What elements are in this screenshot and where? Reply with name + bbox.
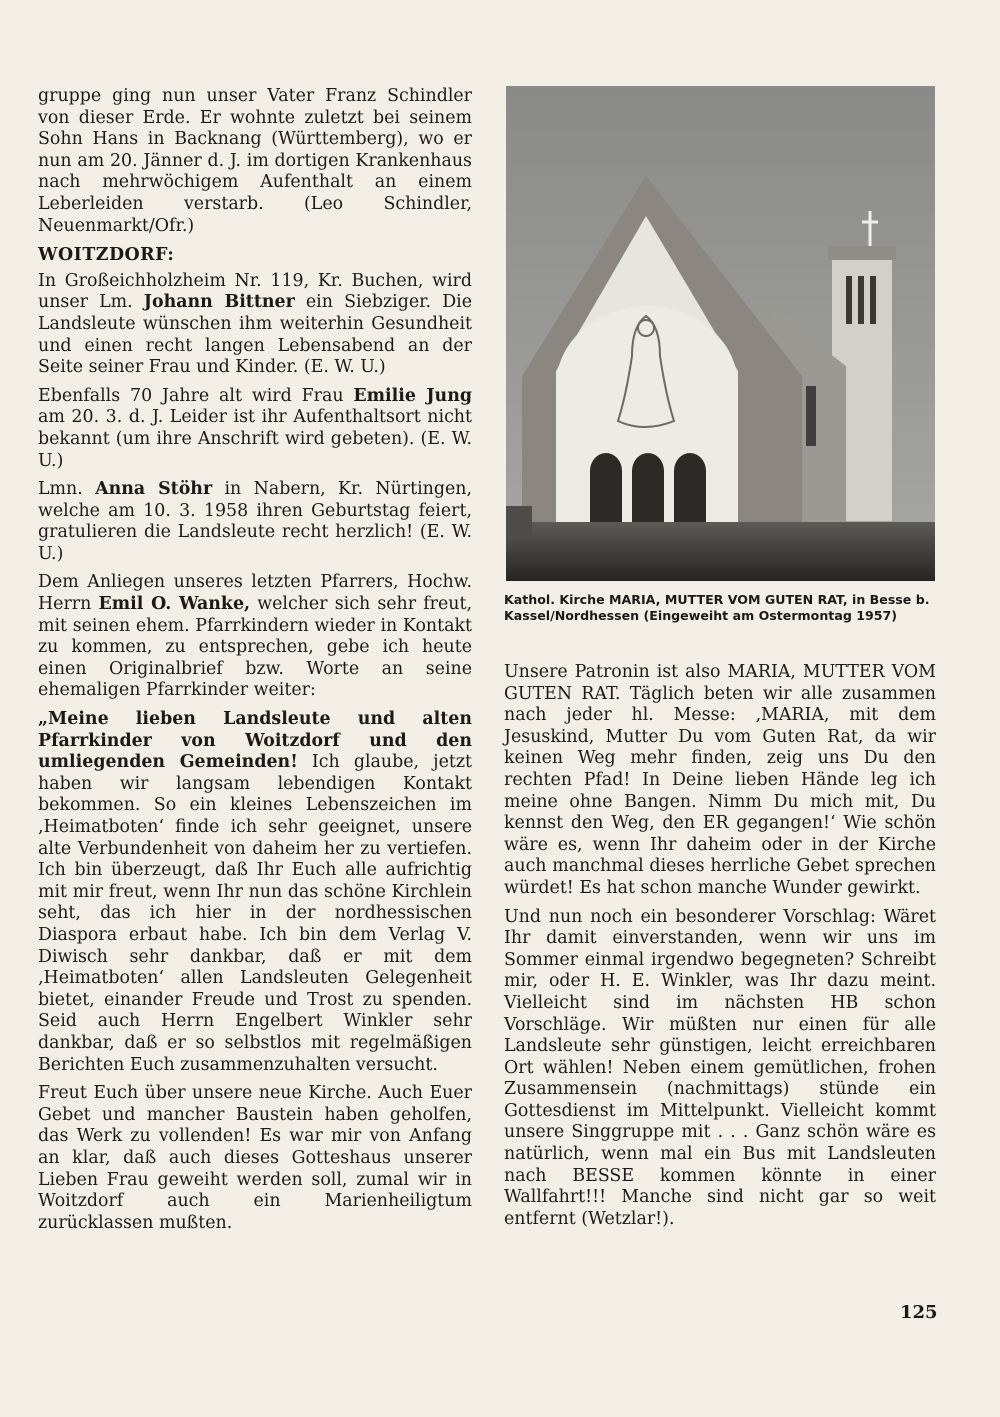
paragraph-wanke-intro: Dem Anliegen unseres letzten Pfarrers, Hochw. Herrn Emil O. Wanke, welcher sich sehr freut, mit seinen ehem. Pfarrkindern wieder in Kontakt zu kommen, zu entsprechen, gebe ich heute einen Originalbrief bzw. Worte an seine ehemaligen Pfarrkinder weiter:: [38, 572, 473, 701]
name-bittner: Johann Bittner: [143, 292, 295, 313]
left-column: [38, 86, 472, 1241]
paragraph-jung: Ebenfalls 70 Jahre alt wird Frau Emilie Jung am 20. 3. d. J. Leider ist ihr Aufenthaltsort nicht bekannt (um ihre Anschrift wird gebeten). (E. W. U.): [38, 385, 472, 471]
paragraph-stoehr: Lmn. Anna Stöhr in Nabern, Kr. Nürtingen, welche am 10. 3. 1958 ihren Geburtstag feiert, gratulieren die Landsleute recht herzlich! (E. W. U.): [38, 479, 472, 564]
photo-caption: Kathol. Kirche MARIA, MUTTER VOM GUTEN RAT, in Besse b. Kassel/Nordhessen (Eingeweiht am Ostermontag 1957): [504, 592, 930, 623]
paragraph-proposal: Und nun noch ein besonderer Vorschlag: Wäret Ihr damit einverstanden, wenn wir uns im Sommer einmal irgendwo begegneten? Schreibt mir, oder H. E. Winkler, was Ihr dazu meint. Vielleicht sind im nächsten HB schon Vorschläge. Wir müßten nur einen für alle Landsleute sehr günstigen, leicht erreichbaren Ort wählen! Neben einem gemütlichen, frohen Zusammensein (nachmittags) stünde ein Gottesdienst im Mittelpunkt. Vielleicht kommt unsere Singgruppe mit . . . Ganz schön wäre es natürlich, wenn mal ein Bus mit Landsleuten nach BESSE kommen könnte in einer Wallfahrt!!! Manche sind nicht gar so weit entfernt (Wetzlar!).: [504, 906, 936, 1229]
door-arch-left: [590, 453, 622, 526]
paragraph-letter: „Meine lieben Landsleute und alten Pfarrkinder von Woitzdorf und den umliegenden Gemeinden! Ich glaube, jetzt haben wir langsam lebendigen Kontakt bekommen. So ein kleines Lebenszeichen im ‚Heimatboten‘ finde ich sehr geeignet, unsere alte Verbundenheit von daheim her zu vertiefen. Ich bin überzeugt, daß Ihr Euch alle aufrichtig mit mir freut, wenn Ihr nun das schöne Kirchlein seht, das ich hier in der nordhessischen Diaspora erbaut habe. Ich bin dem Verlag V. Diwisch sehr dankbar, daß er mit dem ‚Heimatboten‘ allen Landsleuten Gelegenheit bietet, einander Freude und Trost zu spenden. Seid auch Herrn Engelbert Winkler sehr dankbar, daß er so selbstlos mit regelmäßigen Berichten Euch zusammenzuhalten versucht.: [38, 709, 472, 1075]
page-number: 125: [900, 1302, 938, 1323]
name-wanke: Emil O. Wanke,: [98, 594, 251, 615]
name-stoehr: Anna Stöhr: [95, 479, 213, 500]
door-arch-center: [632, 453, 664, 526]
letter-salutation: „Meine lieben Landsleute und alten Pfarrkinder von Woitzdorf und den umliegenden Gemeinden!: [38, 709, 472, 773]
door-arch-right: [674, 453, 706, 526]
paragraph-patronin: Unsere Patronin ist also MARIA, MUTTER VOM GUTEN RAT. Täglich beten wir alle zusammen nach jeder hl. Messe: ‚MARIA, mit dem Jesuskind, Mutter Du vom Guten Rat, da wir keinen Weg mehr finden, zeig uns Du den rechten Pfad! In Deine lieben Hände leg ich meine ohne Bangen. Nimm Du mich mit, Du kennst den Weg, den ER gegangen!‘ Wie schön wäre es, wenn Ihr daheim oder in der Kirche auch manchmal dieses herrliche Gebet sprechen würdet! Es hat schon manche Wunder gewirkt.: [504, 662, 936, 898]
church-photo: [506, 86, 935, 581]
section-heading-woitzdorf: WOITZDORF:: [38, 245, 175, 266]
right-column: [504, 662, 936, 1237]
paragraph-new-church: Freut Euch über unsere neue Kirche. Auch Euer Gebet und mancher Baustein haben geholfen, das Werk zu vollenden! Es war mir von Anfang an klar, daß auch dieses Gotteshaus unserer Lieben Frau geweiht werden soll, zumal wir in Woitzdorf auch ein Marienheiligtum zurücklassen mußten.: [38, 1083, 472, 1233]
paragraph-obituary: gruppe ging nun unser Vater Franz Schindler von dieser Erde. Er wohnte zuletzt bei seinem Sohn Hans in Backnang (Württemberg), wo er nun am 20. Jänner d. J. im dortigen Krankenhaus nach mehrwöchigem Aufenthalt an einem Leberleiden verstarb. (Leo Schindler, Neuenmarkt/Ofr.): [38, 86, 472, 236]
church-illustration: [506, 86, 935, 581]
name-jung: Emilie Jung: [353, 385, 472, 406]
paragraph-bittner: In Großeichholzheim Nr. 119, Kr. Buchen, wird unser Lm. Johann Bittner ein Siebziger. Die Landsleute wünschen ihm weiterhin Gesundheit und einen recht langen Lebensabend an der Seite seiner Frau und Kinder. (E. W. U.): [38, 270, 473, 378]
